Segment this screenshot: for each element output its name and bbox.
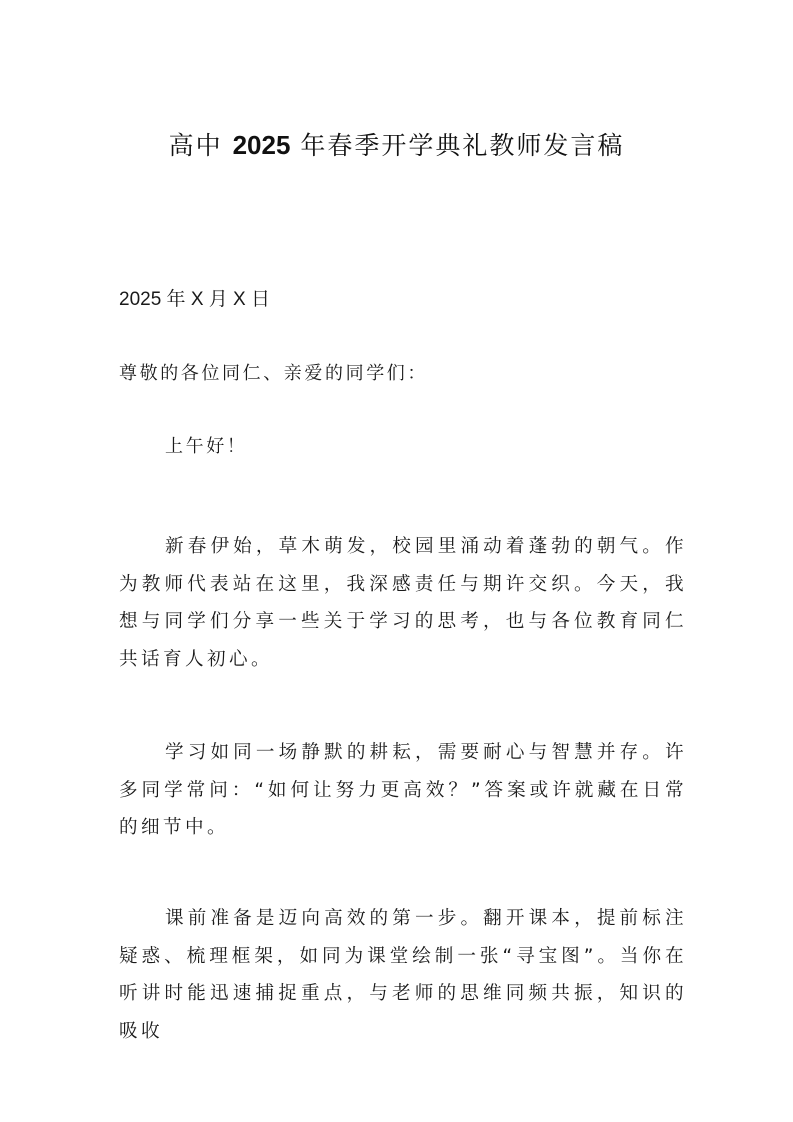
paragraph-1: 新春伊始，草木萌发，校园里涌动着蓬勃的朝气。作为教师代表站在这里，我深感责任与期许交织。今天，我想与同学们分享一些关于学习的思考，也与各位教育同仁共话育人初心。 [119, 536, 687, 670]
title-suffix: 年春季开学典礼教师发言稿 [300, 131, 625, 160]
date-line: 2025 年 X 月 X 日 [119, 289, 271, 310]
greeting: 上午好！ [165, 436, 248, 457]
title-year: 2025 [232, 130, 291, 160]
document-title [0, 126, 793, 162]
paragraph-3: 课前准备是迈向高效的第一步。翻开课本，提前标注疑惑、梳理框架，如同为课堂绘制一张“寻宝图”。当你在听讲时能迅速捕捉重点，与老师的思维同频共振，知识的吸收 [119, 908, 687, 1042]
paragraph-2: 学习如同一场静默的耕耘，需要耐心与智慧并存。许多同学常问：“如何让努力更高效？”答案或许就藏在日常的细节中。 [119, 742, 687, 838]
salutation: 尊敬的各位同仁、亲爱的同学们： [119, 363, 428, 384]
title-prefix: 高中 [168, 131, 223, 160]
